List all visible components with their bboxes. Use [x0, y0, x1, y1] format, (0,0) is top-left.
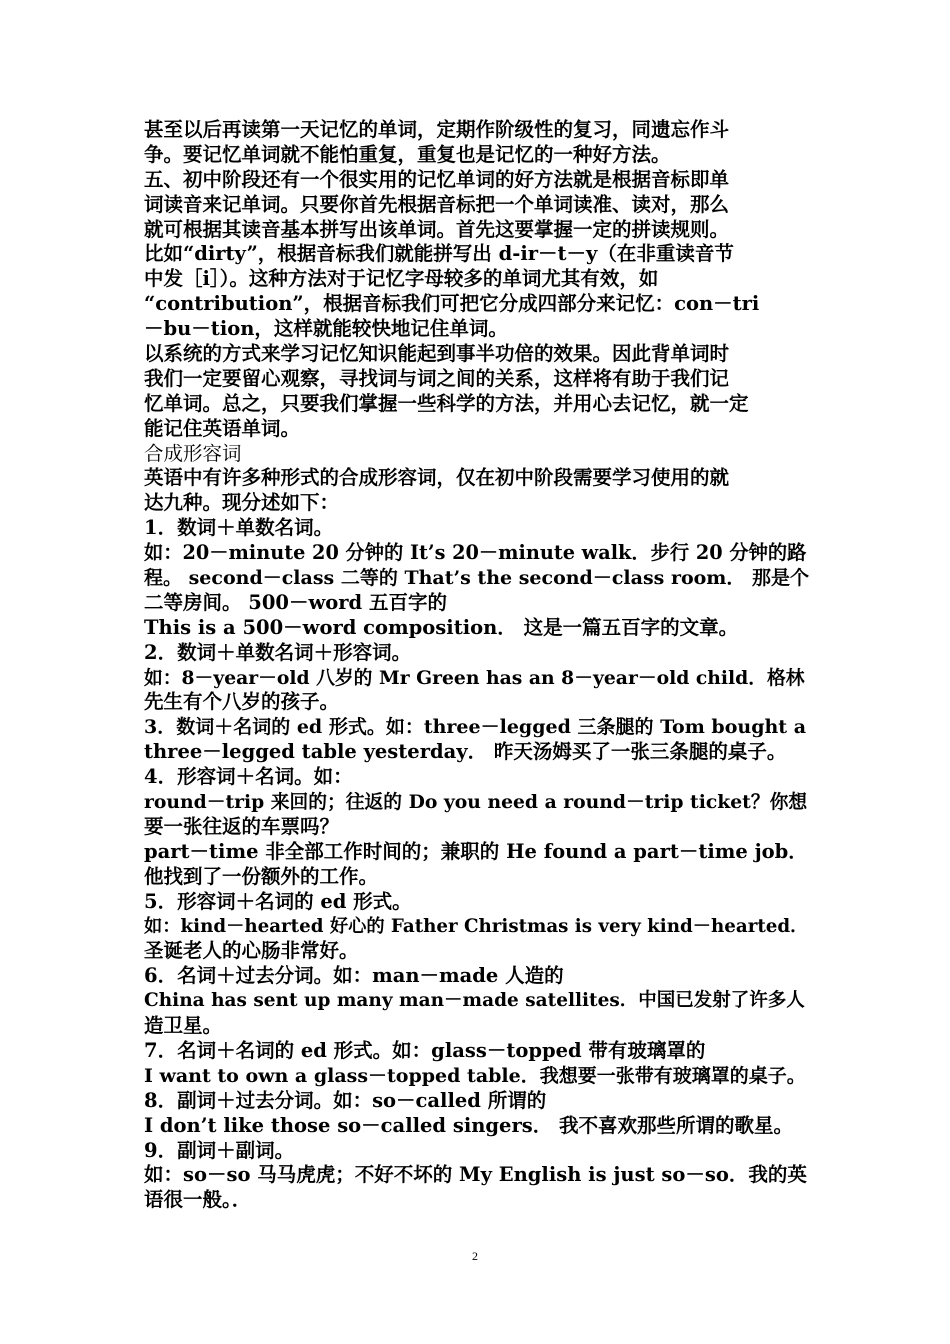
text-line-13: 能记住英语单词。 [144, 416, 301, 440]
text-line-5: 就可根据其读音基本拼写出该单词。首先这要掌握一定的拼读规则。 [144, 217, 730, 241]
text-line-28: round－trip 来回的；往返的 Do you need a round－trip ticket？你想 [144, 791, 808, 814]
text-line-44: 语很一般。． [144, 1188, 252, 1212]
text-line-37: 造卫星。 [144, 1014, 223, 1038]
text-line-8: “contribution”，根据音标我们可把它分成四部分来记忆：con－tri [144, 292, 760, 316]
text-line-27: 4．形容词＋名词。如： [144, 765, 353, 789]
text-line-34: 圣诞老人的心肠非常好。 [144, 939, 359, 963]
text-line-23: 如：8－year－old 八岁的 Mr Green has an 8－year－old child．格林 [144, 666, 805, 689]
text-line-11: 我们一定要留心观察，寻找词与词之间的关系，这样将有助于我们记 [144, 366, 730, 390]
section-heading: 合成形容词 [144, 441, 242, 465]
text-line-15: 英语中有许多种形式的合成形容词，仅在初中阶段需要学习使用的就 [144, 466, 730, 490]
text-line-35: 6．名词＋过去分词。如：man－made 人造的 [144, 964, 564, 988]
text-line-41: I don’t like those so－called singers． 我不喜欢那些所谓的歌星。 [144, 1113, 793, 1137]
text-line-17: 1．数词＋单数名词。 [144, 516, 334, 540]
text-line-1: 甚至以后再读第一天记忆的单词，定期作阶级性的复习，同遗忘作斗 [144, 118, 730, 141]
text-line-4: 词读音来记单词。只要你首先根据音标把一个单词读准、读对，那么 [144, 192, 730, 216]
text-line-39: I want to own a glass－topped table．我想要一张带有玻璃罩的桌子。 [144, 1064, 806, 1087]
text-line-3: 五、初中阶段还有一个很实用的记忆单词的好方法就是根据音标即单 [144, 167, 730, 191]
text-line-26: three－legged table yesterday． 昨天汤姆买了一张三条腿的桌子。 [144, 740, 787, 764]
text-line-38: 7．名词＋名词的 ed 形式。如：glass－topped 带有玻璃罩的 [144, 1038, 706, 1062]
text-line-43: 如：so－so 马马虎虎；不好不坏的 My English is just so－so．我的英 [144, 1163, 807, 1187]
text-line-18: 如：20－minute 20 分钟的 It’s 20－minute walk．步行 20 分钟的路 [144, 541, 807, 565]
text-line-6: 比如“dirty”，根据音标我们就能拼写出 d-ir－t－y（在非重读音节 [144, 242, 734, 266]
text-line-19: 程。 second－class 二等的 That’s the second－class room． 那是个 [144, 567, 810, 590]
document-body [144, 118, 810, 1213]
text-line-7: 中发［i］）。这种方法对于记忆字母较多的单词尤其有效，如 [144, 267, 659, 291]
text-line-9: －bu－tion，这样就能较快地记住单词。 [144, 317, 508, 341]
page-number: 2 [472, 1249, 478, 1263]
text-line-12: 忆单词。总之，只要我们掌握一些科学的方法，并用心去记忆，就一定 [144, 391, 749, 415]
text-line-42: 9．副词＋副词。 [144, 1138, 295, 1162]
text-line-36: China has sent up many man－made satellites．中国已发射了许多人 [144, 990, 805, 1012]
text-line-30: part－time 非全部工作时间的；兼职的 He found a part－time job． [144, 839, 808, 863]
text-line-33: 如：kind－hearted 好心的 Father Christmas is very kind－hearted． [144, 915, 809, 937]
text-line-10: 以系统的方式来学习记忆知识能起到事半功倍的效果。因此背单词时 [144, 342, 730, 366]
text-line-40: 8．副词＋过去分词。如：so－called 所谓的 [144, 1088, 547, 1112]
text-line-21: This is a 500－word composition． 这是一篇五百字的文章。 [144, 615, 739, 639]
text-line-2: 争。要记忆单词就不能怕重复，重复也是记忆的一种好方法。 [144, 142, 671, 166]
text-line-29: 要一张往返的车票吗？ [144, 814, 340, 838]
text-line-32: 5．形容词＋名词的 ed 形式。 [144, 889, 412, 913]
text-line-22: 2．数词＋单数名词＋形容词。 [144, 640, 412, 664]
text-line-20: 二等房间。 500－word 五百字的 [144, 590, 447, 614]
text-line-24: 先生有个八岁的孩子。 [144, 690, 340, 714]
text-line-16: 达九种。现分述如下： [144, 491, 340, 515]
text-line-25: 3．数词＋名词的 ed 形式。如：three－legged 三条腿的 Tom bought a [144, 716, 807, 739]
text-line-31: 他找到了一份额外的工作。 [144, 864, 379, 888]
